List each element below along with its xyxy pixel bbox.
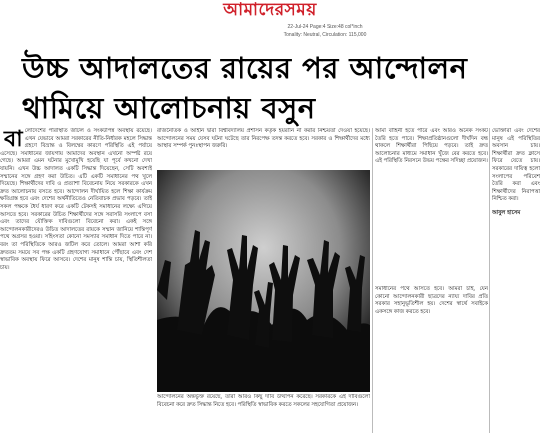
article-column-3-top: আমা বাহিনী হতে পারে এবং আরও অনেক সংকট তৈরি হতে পারে। শিক্ষাপ্রতিষ্ঠানগুলো দীর্ঘদিন বন্ধ থাকলে শিক্ষার্থীরা পিছিয়ে পড়বে। তাই দ্রুত আলোচনার মাধ্যমে সমাধান খুঁজে বের করতে হবে। এই পরিস্থিতি নিরসনে উভয় পক্ষের সদিচ্ছা প্রয়োজন। [375, 128, 488, 165]
clipping-meta-date: 22-Jul-24 Page:4 Size:48 col*inch [287, 24, 363, 30]
newspaper-logo: আমাদেরসময় [223, 0, 317, 20]
protest-hands-image [157, 170, 370, 392]
byline: আবুল হাসেম [492, 209, 521, 216]
article-column-2-bottom: আন্দোলনের অন্তর্ভুক্ত রয়েছে, তারা আরও কিছু দাবি উত্থাপন করেছে। সরকারকে এই দাবিগুলো বিবেচনা করে দ্রুত সিদ্ধান্ত নিতে হবে। পরিস্থিতি স্বাভাবিক করতে সকলের সহযোগিতা প্রয়োজন। [157, 394, 370, 408]
clipping-meta-circulation: Tonality: Neutral, Circulation: 115,000 [283, 32, 367, 38]
article-column-1 [0, 128, 152, 433]
column-divider [489, 128, 490, 433]
dropcap: বা [4, 128, 23, 152]
column-divider [372, 128, 373, 433]
headline-line-1: উচ্চ আদালতের রায়ের পর আন্দোলন [22, 51, 468, 85]
column-1-text: লোদেশের পরিস্থিতি জটিল ও সংকটাপন্ন অবস্থায় রয়েছে। এখন যেভাবে আমরা সরকারের নীতি-নির্ধারক মহলে সিদ্ধান্ত গ্রহণে বিভ্রান্ত ও বিলম্বের কারণে পরিস্থিতি এই পর্যায়ে এসেছে। সমাধানের জায়গায় আমাদের অবস্থান এখনো অস্পষ্ট রয়ে গেছে। আমরা এমন ঘটনার মুখোমুখি হয়েছি যা পূর্বে কখনো দেখা যায়নি। এখন উচ্চ আদালত একটি সিদ্ধান্ত দিয়েছেন, সেটি অবশ্যই সম্মানের সঙ্গে গ্রহণ করা উচিত। এটি একটি সমাধানের পথ খুলে দিয়েছে। শিক্ষার্থীদের দাবি ও প্রত্যাশা বিবেচনায় নিয়ে সরকারকে এখন দ্রুত আলোচনায় বসতে হবে। আন্দোলন দীর্ঘায়িত হলে শিক্ষা কার্যক্রম ক্ষতিগ্রস্ত হবে এবং দেশের অর্থনীতিতেও নেতিবাচক প্রভাব পড়বে। তাই সকল পক্ষকে ধৈর্য ধারণ করে একটি টেকসই সমাধানের লক্ষ্যে এগিয়ে আসতে হবে। সরকারের উচিত শিক্ষার্থীদের সঙ্গে সরাসরি সংলাপে বসা এবং তাদের যৌক্তিক দাবিগুলো বিবেচনা করা। একই সঙ্গে আন্দোলনকারীদেরও উচিত আদালতের রায়কে সম্মান জানিয়ে শান্তিপূর্ণ পথে অগ্রসর হওয়া। সহিংসতা কোনো সমস্যার সমাধান দিতে পারে না। বরং তা পরিস্থিতিকে আরও জটিল করে তোলে। আমরা আশা করি দ্রুততম সময়ে সব পক্ষ একটি গ্রহণযোগ্য সমাধানে পৌঁছাবে এবং দেশ স্বাভাবিক অবস্থায় ফিরে আসবে। দেশের মানুষ শান্তি চায়, স্থিতিশীলতা চায়। [0, 128, 152, 271]
protest-photo [157, 170, 370, 392]
column-4-text: ভোক্তারা এবং দেশের মানুষ এই পরিস্থিতির অবসান চায়। শিক্ষার্থীরা দ্রুত ক্লাসে ফিরে যেতে চায়। সরকারের দায়িত্ব হলো সংলাপের পরিবেশ তৈরি করা এবং শিক্ষার্থীদের নিরাপত্তা নিশ্চিত করা। [492, 128, 540, 203]
article-column-4 [492, 128, 540, 433]
masthead [0, 0, 540, 38]
article-column-2-top: রাজনৈতিক ও আইনি দ্বারা বিশ্ববিদ্যালয় প্রশাসন কর্তৃক হয়রানি না করার নিশ্চয়তা দেওয়া হয়েছে। আন্দোলনের সময় যেসব ঘটনা ঘটেছে তার নিরপেক্ষ তদন্ত করতে হবে। সরকার ও শিক্ষার্থীদের মধ্যে আস্থার সম্পর্ক পুনঃস্থাপন জরুরি। [157, 128, 370, 150]
headline-line-2: থামিয়ে আলোচনায় বসুন [22, 91, 316, 125]
article-column-3-bottom: সমাধানের পথে আসতে হবে। আমরা চাই, যেন কোনো আন্দোলনকারী ছাত্রদের ন্যায্য দাবির প্রতি সরকার সহানুভূতিশীল হয়। দেশের স্বার্থে সবাইকে একসঙ্গে কাজ করতে হবে। [375, 286, 488, 315]
